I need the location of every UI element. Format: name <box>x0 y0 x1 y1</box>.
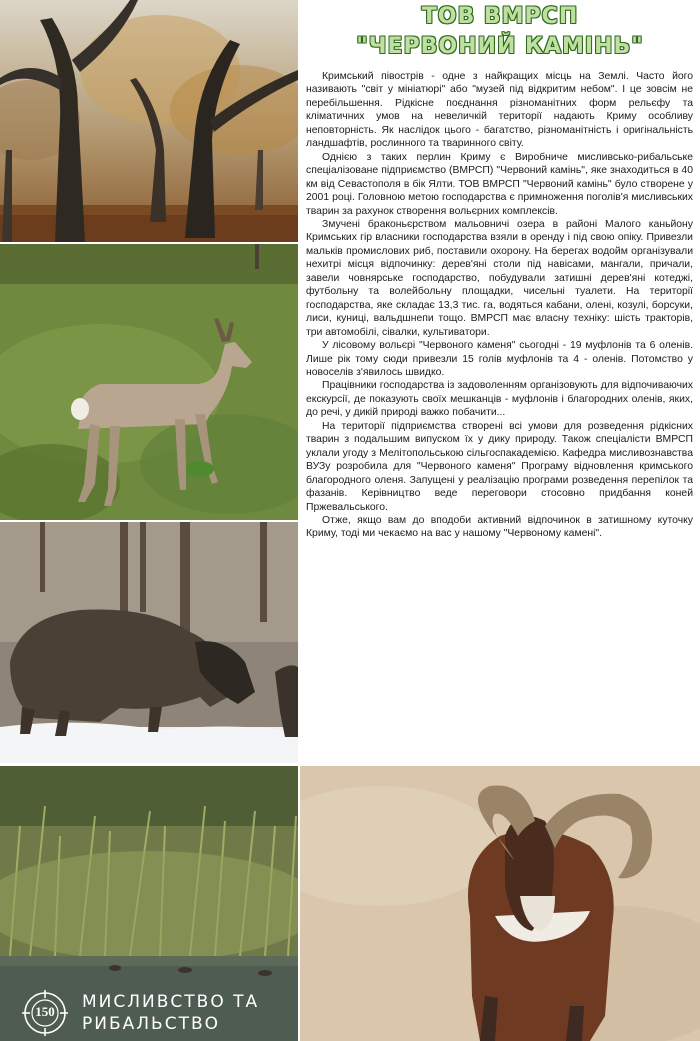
title-line-2: "ЧЕРВОНИЙ КАМІНЬ" <box>356 34 644 59</box>
article-paragraph: На території підприємства створені всі умови для розведення рідкісних тварин з подальшим випуском їх у дику природу. Також спеціалісти ВМРСП уклали угоду з Мелітопольською сільгоспакадемією. Кафедра мисливознавства ВУЗу розробила для "Червоного каменя" Програму відновлення кримського благородного оленя. Запущені у реалізацію програми розведення перепілок та фазанів. Керівництво веде переговори стосовно придбання коней Пржевальського. <box>306 420 693 513</box>
article-paragraph: Змучені браконьєрством мальовничі озера в районі Малого каньйону Кримських гір власники господарства взяли в оренду і під свою опіку. Привезли мальків промислових риб, поставили охорону. На берегах водойм організували нехитрі місця відпочинку: дерев'яні столи під навісами, мангали, причали, завели човнярське господарство, побудували затишні дерев'яні котеджі, футбольну та волейбольну площадки, чисельні туалети. На території господарства, яке складає 13,3 тис. га, водяться кабани, олені, козулі, борсуки, лиси, куниці, вальдшнепи тощо. ВМРСП має власну техніку: шість тракторів, три автомобілі, сівалки, культиватори. <box>306 218 693 338</box>
article-paragraph: Кримський півострів - одне з найкращих місць на Землі. Часто його називають "світ у мініатюрі" або "музей під відкритим небом". І це зовсім не перебільшення. Рідкісне поєднання різноманітних форм рельєфу та кліматичних умов на невеличкій території надають Криму особливу неповторність. Як наслідок цього - багатство, різноманітність і оригінальність ландшафтів, рослинного та тваринного світу. <box>306 71 693 150</box>
autumn-forest-photo <box>0 0 298 242</box>
roe-deer-photo <box>0 244 298 520</box>
magazine-name-line-1: МИСЛИВСТВО ТА <box>82 992 260 1012</box>
magazine-name-line-2: РИБАЛЬСТВО <box>82 1014 221 1034</box>
article-paragraph: Однією з таких перлин Криму є Виробниче мисливсько-рибальське спеціалізоване підприємство (ВМРСП) "Червоний камінь", яке знаходиться в 40 км від Севастополя в бік Ялти. ТОВ ВМРСП "Червоний камінь" було створене у 2001 році. Головною метою господарства є примноження поголів'я мисливських тварин за рахунок створення вольєрних комплексів. <box>306 151 693 217</box>
article-paragraph: Працівники господарства із задоволенням організовують для відпочиваючих екскурсії, де показують своїх мешканців - муфлонів і благородних оленів, яких, до речі, у дикій природі важко побачити... <box>306 380 693 419</box>
mouflon-photo <box>300 766 700 1041</box>
title-line-1: ТОВ ВМРСП <box>421 4 579 29</box>
article-paragraph: У лісовому вольєрі "Червоного каменя" сьогодні - 19 муфлонів та 6 оленів. Лише рік тому сюди привезли 15 голів муфлонів та 4 - оленів. Потомство у новоселів з'явилось швидко. <box>306 340 693 378</box>
article-body <box>306 70 693 541</box>
magazine-footer <box>0 985 298 1041</box>
page-number: 150 <box>35 1004 55 1019</box>
page-title <box>300 2 700 62</box>
article-paragraph: Отже, якщо вам до вподоби активний відпочинок в затишному куточку Криму, тоді ми чекаємо на вас у нашому "Червоному камені". <box>306 514 693 540</box>
wild-boars-photo <box>0 522 298 763</box>
